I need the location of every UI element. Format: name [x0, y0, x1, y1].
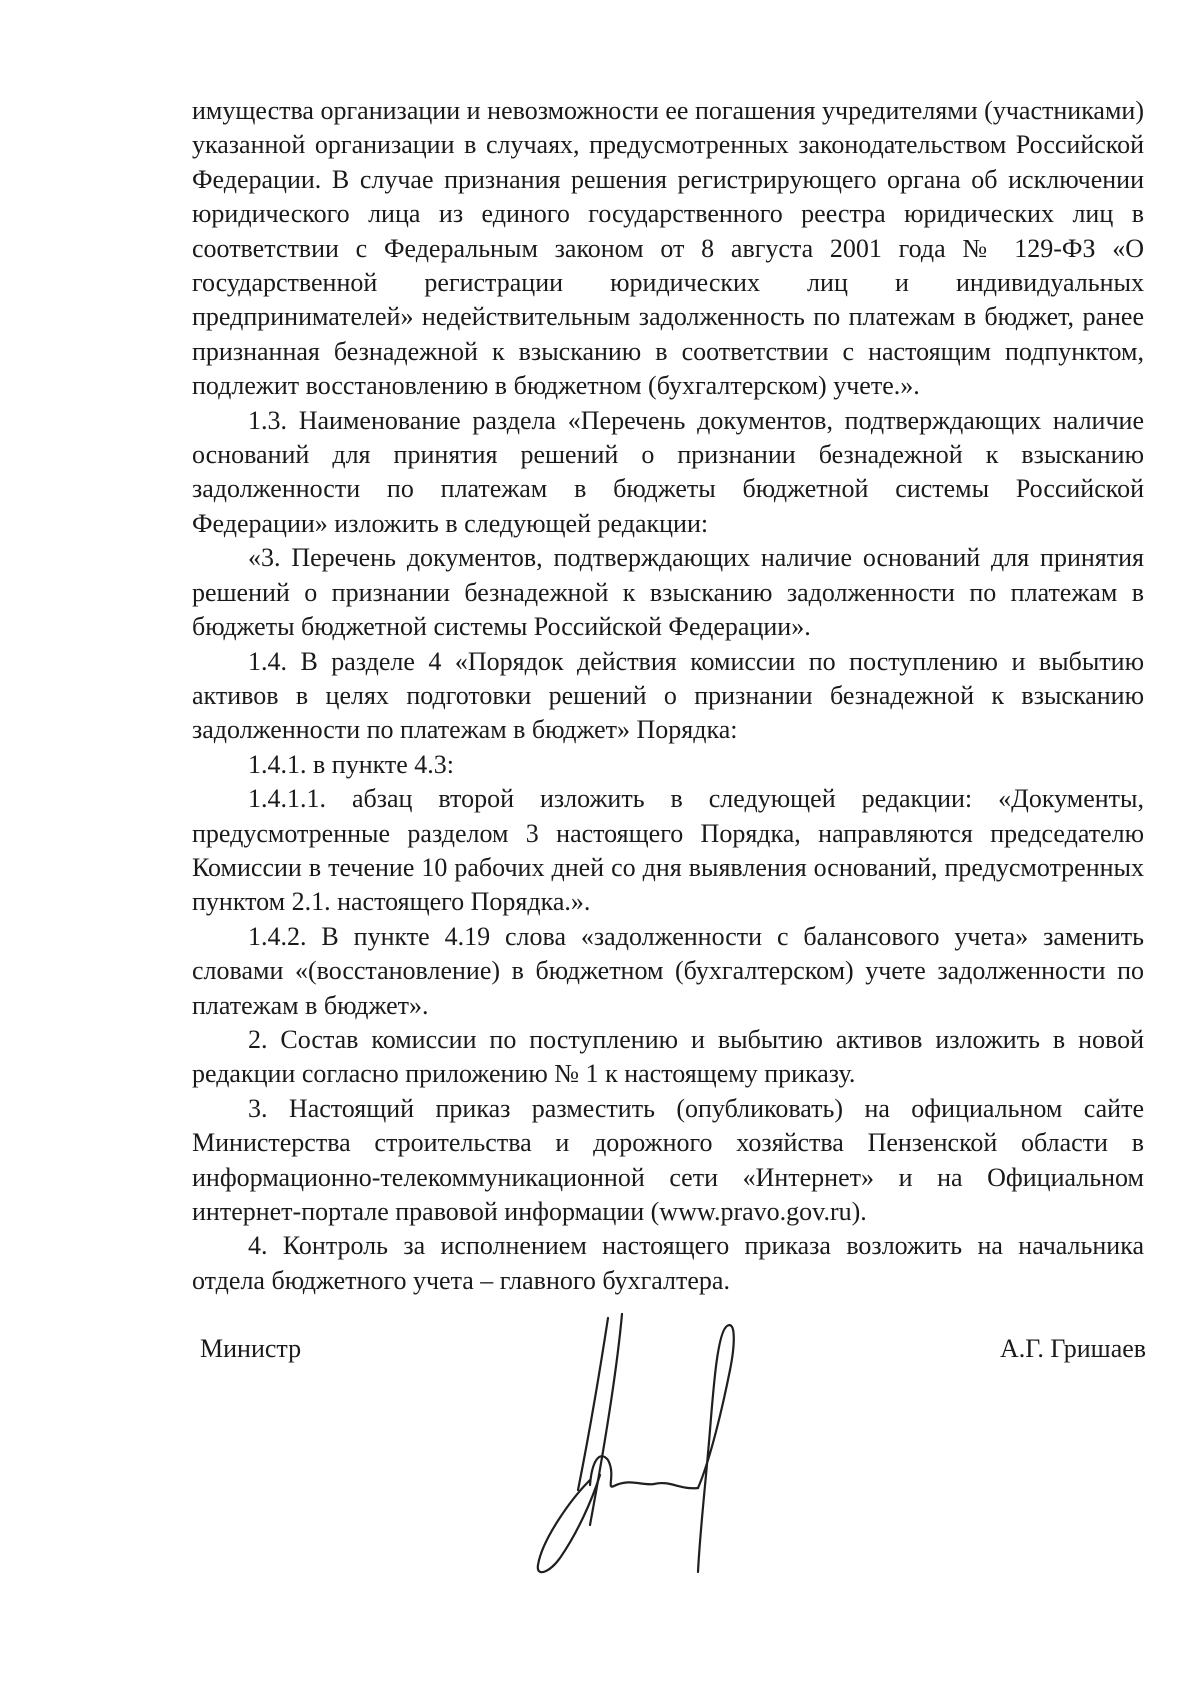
paragraph-1-4: 1.4. В разделе 4 «Порядок действия комиссии по поступлению и выбытию активов в целях подготовки решений о признании безнадежной к взысканию задолженности по платежам в бюджет» Порядка:	[192, 646, 1144, 745]
paragraph-1-4-2: 1.4.2. В пункте 4.19 слова «задолженности с балансового учета» заменить словами «(восстановление) в бюджетном (бухгалтерском) учете задолженности по платежам в бюджет».	[192, 921, 1144, 1020]
paragraph-3: 3. Настоящий приказ разместить (опубликовать) на официальном сайте Министерства строительства и дорожного хозяйства Пензенской области в информационно-телекоммуникационной сети «Интернет» и на Официальном интернет-портале правовой информации (www.pravo.gov.ru).	[192, 1093, 1144, 1226]
signatory-name: А.Г. Гришаев	[1000, 1334, 1147, 1363]
paragraph-1-4-1-1: 1.4.1.1. абзац второй изложить в следующей редакции: «Документы, предусмотренные разделом 3 настоящего Порядка, направляются председателю Комиссии в течение 10 рабочих дней со дня выявления оснований, предусмотренных пунктом 2.1. настоящего Порядка.».	[192, 784, 1144, 917]
paragraph-1-4-1: 1.4.1. в пункте 4.3:	[248, 749, 455, 779]
paragraph-2: 2. Состав комиссии по поступлению и выбытию активов изложить в новой редакции согласно приложению № 1 к настоящему приказу.	[192, 1024, 1144, 1089]
signatory-role: Министр	[200, 1334, 302, 1363]
paragraph-quoted-section-3: «3. Перечень документов, подтверждающих наличие оснований для принятия решений о признании безнадежной к взысканию задолженности по платежам в бюджеты бюджетной системы Российской Федерации».	[192, 543, 1144, 642]
paragraph-continuation: имущества организации и невозможности ее погашения учредителями (участниками) указанной организации в случаях, предусмотренных законодательством Российской Федерации. В случае признания решения регистрирующего органа об исключении юридического лица из единого государственного реестра юридических лиц в соответствии с Федеральным законом от 8 августа 2001 года № 129-ФЗ «О государственной регистрации юридических лиц и индивидуальных предпринимателей» недействительным задолженность по платежам в бюджет, ранее признанная безнадежной к взысканию в соответствии с настоящим подпунктом, подлежит восстановлению в бюджетном (бухгалтерском) учете.».	[192, 96, 1144, 401]
document-body	[192, 94, 1144, 1298]
paragraph-4: 4. Контроль за исполнением настоящего приказа возложить на начальника отдела бюджетного учета – главного бухгалтера.	[192, 1231, 1144, 1295]
handwritten-signature	[530, 1310, 790, 1590]
paragraph-1-3: 1.3. Наименование раздела «Перечень документов, подтверждающих наличие оснований для принятия решений о признании безнадежной к взысканию задолженности по платежам в бюджеты бюджетной системы Российской Федерации» изложить в следующей редакции:	[192, 405, 1144, 538]
